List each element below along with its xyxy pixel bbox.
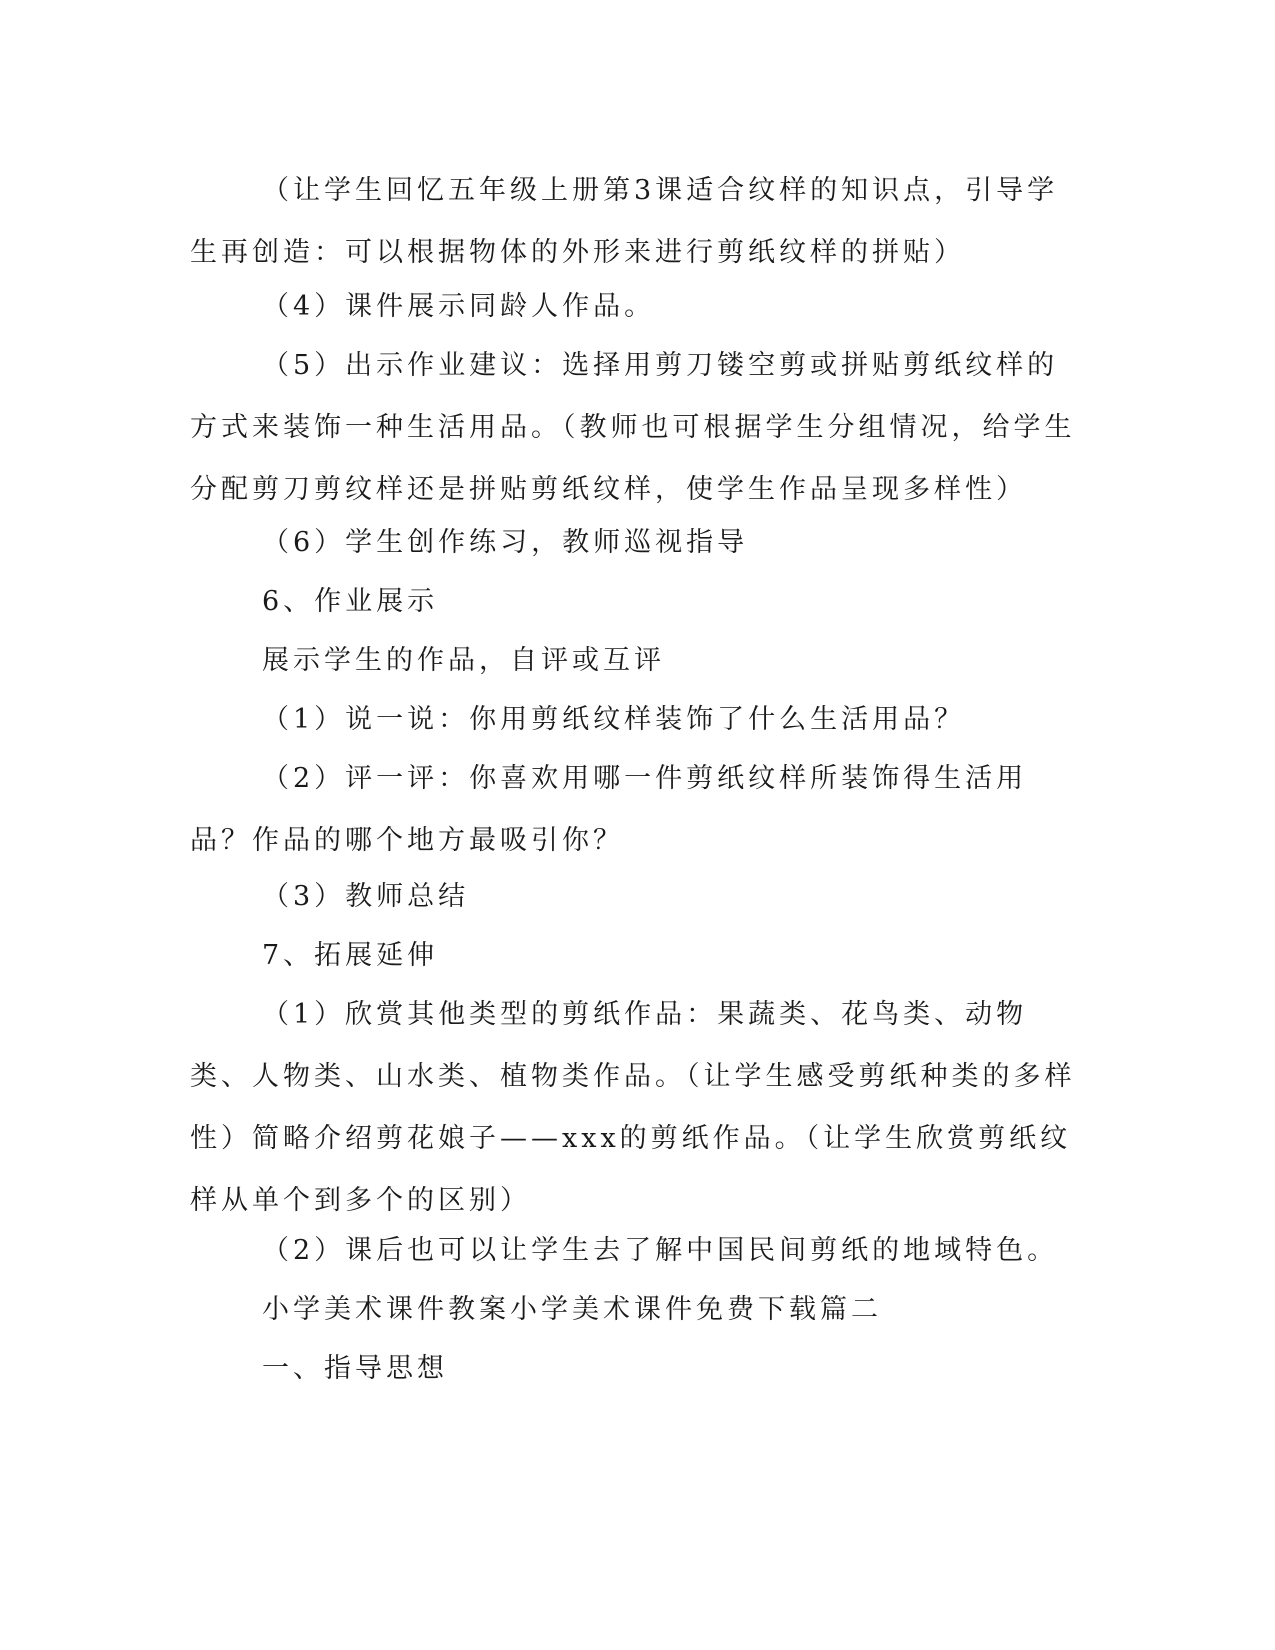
paragraph-recall-pattern-knowledge: （让学生回忆五年级上册第3课适合纹样的知识点，引导学生再创造：可以根据物体的外形来进行剪纸纹样的拼贴） [190,175,1059,268]
paragraph-step-5: （5）出示作业建议：选择用剪刀镂空剪或拼贴剪纸纹样的方式来装饰一种生活用品。（教师也可根据学生分组情况，给学生分配剪刀剪纹样还是拼贴剪纸纹样，使学生作品呈现多样性） [190,350,1076,505]
paragraph-step-4: （4）课件展示同龄人作品。 [262,291,656,322]
paragraph-display-works: 展示学生的作品，自评或互评 [262,645,665,676]
paragraph-appreciate-works: （1）欣赏其他类型的剪纸作品：果蔬类、花鸟类、动物类、人物类、山水类、植物类作品。（让学生感受剪纸种类的多样性）简略介绍剪花娘子——xxx的剪纸作品。（让学生欣赏剪纸纹样从单个到多个的区别） [190,999,1076,1216]
section-heading-guiding-ideology: 一、指导思想 [262,1353,448,1384]
paragraph-say-it: （1）说一说：你用剪纸纹样装饰了什么生活用品？ [262,704,966,735]
paragraph-part-two-title: 小学美术课件教案小学美术课件免费下载篇二 [262,1294,882,1325]
section-heading-extension: 7、拓展延伸 [262,940,439,971]
section-heading-homework-display: 6、作业展示 [262,586,439,617]
paragraph-step-6: （6）学生创作练习，教师巡视指导 [262,527,749,558]
paragraph-teacher-summary: （3）教师总结 [262,881,470,912]
paragraph-evaluate-it: （2）评一评：你喜欢用哪一件剪纸纹样所装饰得生活用品？作品的哪个地方最吸引你？ [190,763,1028,856]
paragraph-after-class: （2）课后也可以让学生去了解中国民间剪纸的地域特色。 [262,1235,1059,1266]
